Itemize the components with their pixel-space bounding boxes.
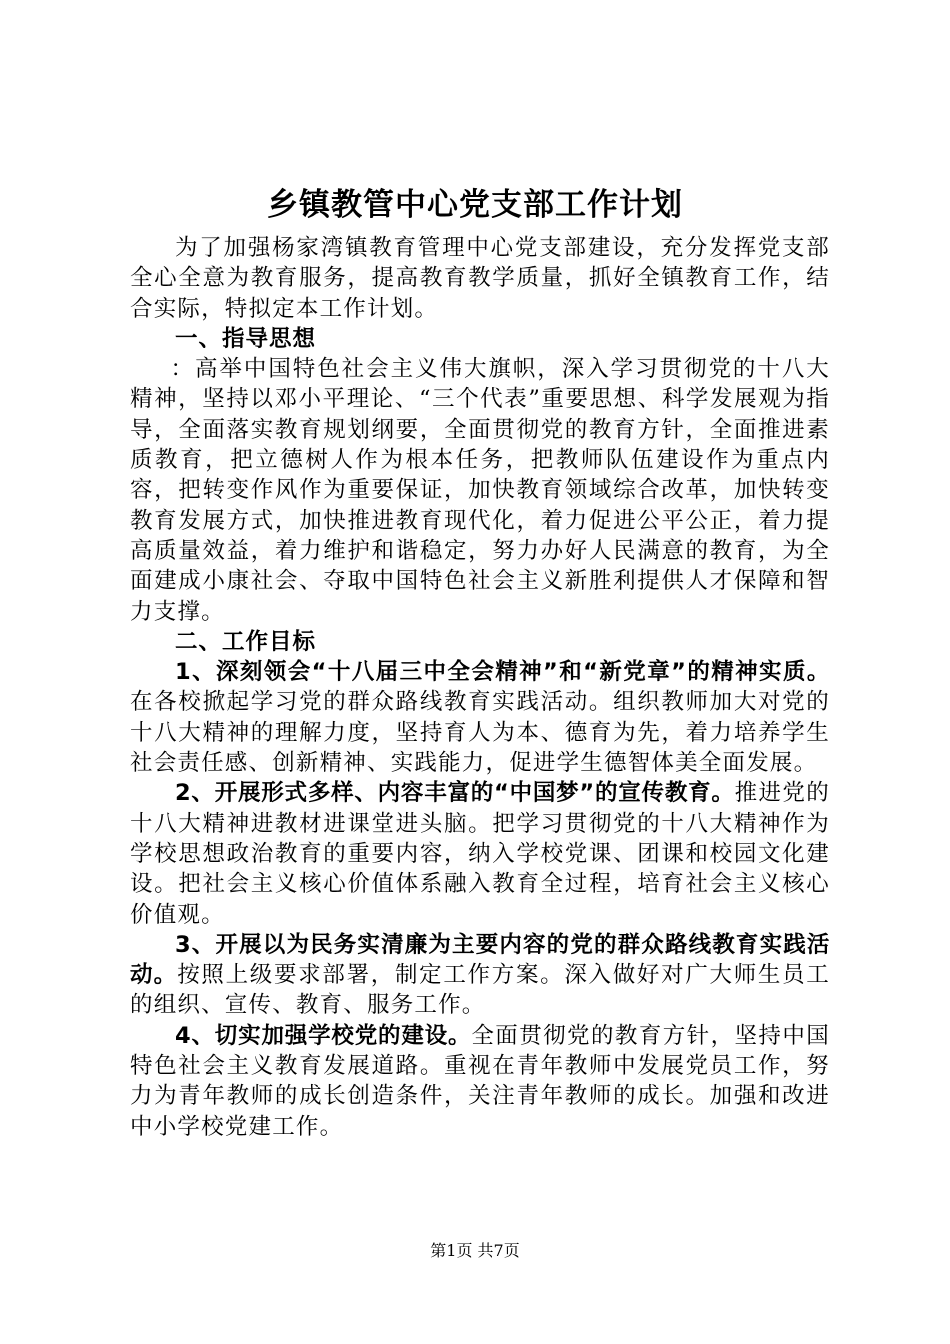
work-goal-item-2 [130, 778, 830, 929]
goal-item-text: 按照上级要求部署，制定工作方案。深入做好对广大师生员工的组织、宣传、教育、服务工作。 [130, 962, 831, 1019]
goal-item-lead: 4、切实加强学校党的建设。 [175, 1022, 472, 1049]
section-heading-work-goals: 二、工作目标 [175, 628, 317, 655]
work-goal-item-1 [130, 657, 830, 778]
goal-item-lead: 2、开展形式多样、内容丰富的“中国梦”的宣传教育。 [175, 780, 735, 807]
goal-item-text: 全面贯彻党的教育方针，坚持中国特色社会主义教育发展道路。重视在青年教师中发展党员工作，努力为青年教师的成长创造条件，关注青年教师的成长。加强和改进中小学校党建工作。 [130, 1022, 830, 1140]
work-goal-item-3 [130, 930, 830, 1021]
section-heading-guiding-ideology: 一、指导思想 [175, 325, 317, 352]
document-title: 乡镇教管中心党支部工作计划 [267, 187, 683, 223]
document-body [130, 233, 830, 1142]
goal-item-lead: 1、深刻领会“十八届三中全会精神”和“新党章”的精神实质。 [175, 659, 830, 686]
intro-paragraph: 为了加强杨家湾镇教育管理中心党支部建设，充分发挥党支部全心全意为教育服务，提高教育教学质量，抓好全镇教育工作，结合实际，特拟定本工作计划。 [130, 235, 830, 322]
goal-item-text: 在各校掀起学习党的群众路线教育实践活动。组织教师加大对党的十八大精神的理解力度，坚持育人为本、德育为先，着力培养学生社会责任感、创新精神、实践能力，促进学生德智体美全面发展。 [130, 689, 830, 777]
guiding-ideology-paragraph: ：高举中国特色社会主义伟大旗帜，深入学习贯彻党的十八大精神，坚持以邓小平理论、“三个代表”重要思想、科学发展观为指导，全面落实教育规划纲要，全面贯彻党的教育方针，全面推进素质教育，把立德树人作为根本任务，把教师队伍建设作为重点内容，把转变作风作为重要保证，加快教育领域综合改革，加快转变教育发展方式，加快推进教育现代化，着力促进公平公正，着力提高质量效益，着力维护和谐稳定，努力办好人民满意的教育，为全面建成小康社会、夺取中国特色社会主义新胜利提供人才保障和智力支撑。 [130, 356, 830, 625]
goal-item-text: 推进党的十八大精神进教材进课堂进头脑。把学习贯彻党的十八大精神作为学校思想政治教育的重要内容，纳入学校党课、团课和校园文化建设。把社会主义核心价值体系融入教育全过程，培育社会主义核心价值观。 [130, 780, 830, 928]
page-number-footer: 第1页 共7页 [430, 1241, 520, 1260]
goal-item-lead: 3、开展以为民务实清廉为主要内容的党的群众路线教育实践活动。 [130, 931, 830, 989]
work-goal-item-4 [130, 1021, 830, 1142]
